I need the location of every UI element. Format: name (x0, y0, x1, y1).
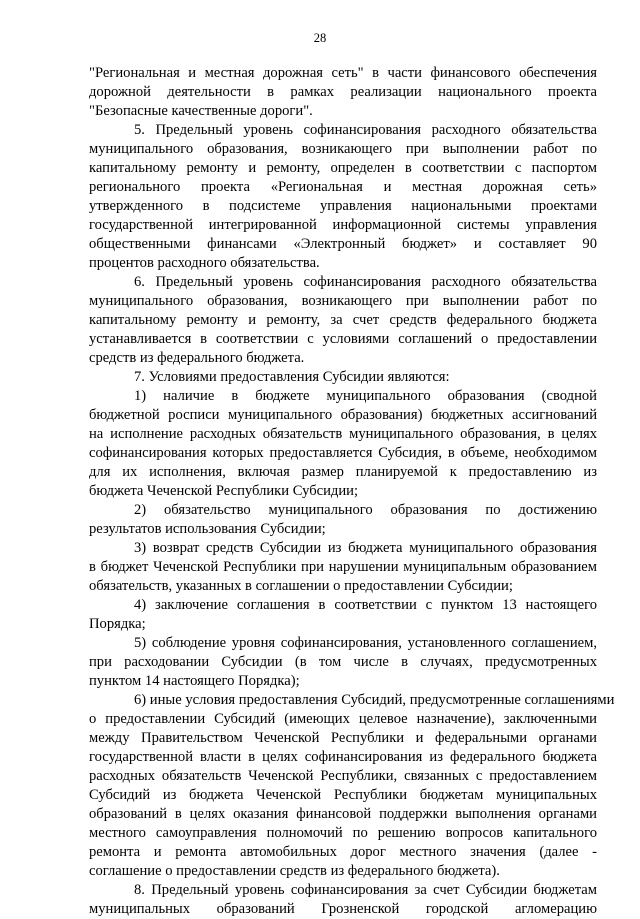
text-line: местного самоуправления полномочий по решению вопросов капитального (89, 825, 597, 841)
text-line: устанавливается в соответствии с условиями соглашений о предоставлении (89, 331, 597, 347)
text-line: утвержденного в подсистеме управления национальными проектами (89, 198, 597, 214)
text-line: капитальному ремонту и ремонту, определен в соответствии с паспортом (89, 160, 597, 176)
text-line: капитальному ремонту и ремонту, за счет средств федерального бюджета (89, 312, 597, 328)
text-line: соглашение о предоставлении средств из федерального бюджета). (89, 863, 500, 879)
text-line: на исполнение расходных обязательств муниципального образования, в целях (89, 426, 597, 442)
text-line: пунктом 14 настоящего Порядка); (89, 673, 300, 689)
text-line: муниципальных образований Грозненской городской агломерацию (89, 901, 597, 917)
text-line: 5) соблюдение уровня софинансирования, установленного соглашением, (134, 635, 597, 651)
text-line: образований в целях оказания финансовой поддержки выполнения органами (89, 806, 597, 822)
text-line: софинансирования которых предоставляется Субсидия, в объеме, необходимом (89, 445, 597, 461)
text-line: 6. Предельный уровень софинансирования расходного обязательства (134, 274, 597, 290)
text-line: государственной интегрированной информационной системы управления (89, 217, 597, 233)
text-line: Порядка; (89, 616, 146, 632)
text-line: 3) возврат средств Субсидии из бюджета муниципального образования (134, 540, 597, 556)
text-line: для их исполнения, включая размер планируемой к предоставлению из (89, 464, 597, 480)
page-number: 28 (313, 31, 327, 45)
text-line: при расходовании Субсидии (в том числе в случаях, предусмотренных (89, 654, 597, 670)
text-line: в бюджет Чеченской Республики при нарушении муниципальным образованием (89, 559, 597, 575)
text-line: процентов расходного обязательства. (89, 255, 320, 271)
text-line: муниципального образования, возникающего при выполнении работ по (89, 293, 597, 309)
text-line: 4) заключение соглашения в соответствии с пунктом 13 настоящего (134, 597, 597, 613)
text-line: бюджета Чеченской Республики Субсидии; (89, 483, 359, 499)
text-line: бюджетной росписи муниципального образования) бюджетных ассигнований (89, 407, 597, 423)
text-line: муниципального образования, возникающего при выполнении работ по (89, 141, 597, 157)
text-line: между Правительством Чеченской Республики и федеральными органами (89, 730, 597, 746)
text-line: "Безопасные качественные дороги". (89, 103, 313, 119)
text-line: обязательств, указанных в соглашении о предоставлении Субсидии; (89, 578, 513, 594)
text-line: Субсидий из бюджета Чеченской Республики бюджетам муниципальных (89, 787, 597, 803)
text-line: о предоставлении Субсидий (имеющих целевое назначение), заключенными (89, 711, 597, 727)
text-line: результатов использования Субсидии; (89, 521, 326, 537)
text-line: 1) наличие в бюджете муниципального образования (сводной (134, 388, 597, 404)
text-line: 7. Условиями предоставления Субсидии являются: (134, 369, 450, 385)
text-line: общественными финансами «Электронный бюджет» и составляет 90 (89, 236, 597, 252)
text-line: дорожной деятельности в рамках реализации национального проекта (89, 84, 597, 100)
text-line: ремонта и ремонта автомобильных дорог местного значения (далее - (89, 844, 597, 860)
text-line: расходных обязательств Чеченской Республики, связанных с предоставлением (89, 768, 597, 784)
text-line: 5. Предельный уровень софинансирования расходного обязательства (134, 122, 597, 138)
document-body-text (89, 64, 615, 919)
text-line: 6) иные условия предоставления Субсидий, предусмотренные соглашениями (134, 692, 615, 708)
text-line: 2) обязательство муниципального образования по достижению (134, 502, 597, 518)
text-line: средств из федерального бюджета. (89, 350, 305, 366)
text-line: "Региональная и местная дорожная сеть" в части финансового обеспечения (89, 65, 597, 81)
text-line: государственной власти в целях софинансирования из федерального бюджета (89, 749, 597, 765)
text-line: регионального проекта «Региональная и местная дорожная сеть» (89, 179, 597, 195)
text-line: 8. Предельный уровень софинансирования за счет Субсидии бюджетам (134, 882, 597, 898)
